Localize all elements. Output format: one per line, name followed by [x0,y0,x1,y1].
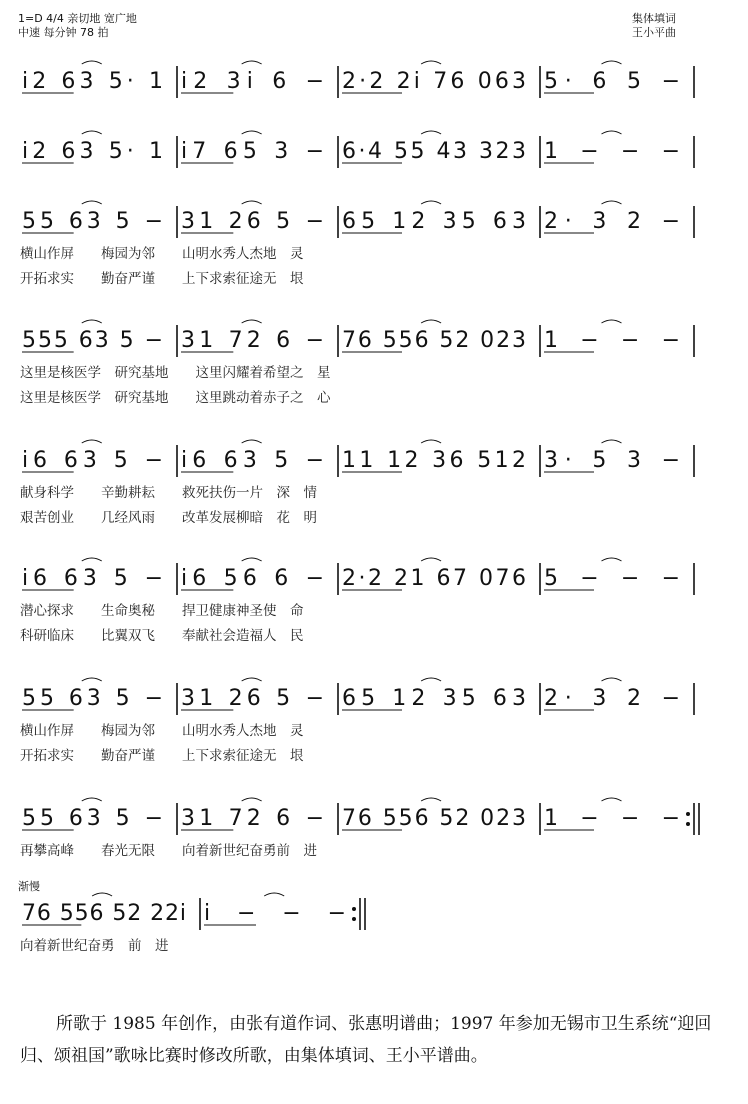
measure-notes: 6·4 55 43 323 [342,139,526,164]
measure-notes: 55 63 5 − [22,686,163,711]
measure-notes: 55 63 5 − [22,806,163,831]
measure-notes: 31 26 5 − [181,209,324,234]
measure-notes: i6 63 5 − [181,448,324,473]
slur-mark [264,893,284,896]
slur-mark [421,558,441,561]
ritardando-marking: 渐慢 [18,880,40,893]
measure-notes: 2· 3 2 − [544,209,680,234]
measure-notes: 76 556 52 023 [342,806,526,831]
tempo-marking: 中速 每分钟 78 拍 [18,26,109,39]
slur-mark [242,201,262,204]
slur-mark [602,798,622,801]
lyric-line: 这里是核医学 研究基地 这里闪耀着希望之 星 [20,365,331,381]
lyric-line: 开拓求实 勤奋严谨 上下求索征途无 垠 [20,271,304,287]
score-row [20,798,699,859]
lyric-line: 献身科学 辛勤耕耘 救死扶伤一片 深 情 [20,485,317,501]
lyric-line: 横山作屏 梅园为邻 山明水秀人杰地 灵 [20,246,304,262]
key-signature: 1=D 4/4 亲切地 宽广地 [18,12,137,25]
measure-notes: 31 72 6 − [181,328,324,353]
slur-mark [242,678,262,681]
measure-notes: i2 63 5· 1 [22,139,163,164]
lyric-line: 科研临床 比翼双飞 奉献社会造福人 民 [20,628,304,644]
slur-mark [92,893,112,896]
measure-notes: i7 65 3 − [181,139,324,164]
measure-notes: 55 63 5 − [22,209,163,234]
slur-mark [421,678,441,681]
measure-notes: 76 556 52 22i [22,901,186,926]
slur-mark [421,201,441,204]
lyric-line: 艰苦创业 几经风雨 改革发展柳暗 花 明 [20,510,317,526]
score-row [22,61,694,98]
lyric-line: 再攀高峰 春光无限 向着新世纪奋勇前 进 [20,843,317,859]
slur-mark [82,558,102,561]
slur-mark [602,320,622,323]
composition-note: 所歌于 1985 年创作，由张有道作词、张惠明谱曲；1997 年参加无锡市卫生系统“迎回归、颂祖国”歌咏比赛时修改所歌，由集体填词、王小平谱曲。 [20,1014,712,1066]
measure-notes: i2 63 5· 1 [22,69,163,94]
measure-notes: 5 − − − [544,566,680,591]
lyric-line: 这里是核医学 研究基地 这里跳动着赤子之 心 [20,390,331,406]
score-row [20,440,694,526]
measure-notes: 555 63 5 − [22,328,163,353]
measure-notes: i6 63 5 − [22,566,163,591]
slur-mark [602,558,622,561]
score-row [20,558,694,644]
lyricist-credit: 集体填词 [632,12,676,25]
slur-mark [242,320,262,323]
measure-notes: 5· 6 5 − [544,69,680,94]
composer-credit: 王小平曲 [632,26,676,39]
score-row [22,131,694,168]
slur-mark [242,61,262,64]
lyric-line: 开拓求实 勤奋严谨 上下求索征途无 垠 [20,748,304,764]
measure-notes: 65 12 35 63 [342,209,526,234]
measure-notes: 31 72 6 − [181,806,324,831]
slur-mark [242,131,262,134]
lyric-line: 潜心探求 生命奥秘 捍卫健康神圣使 命 [20,603,304,619]
slur-mark [242,440,262,443]
measure-notes: 3· 5 3 − [544,448,680,473]
slur-mark [421,440,441,443]
slur-mark [602,131,622,134]
slur-mark [421,320,441,323]
slur-mark [82,798,102,801]
slur-mark [242,558,262,561]
slur-mark [602,678,622,681]
slur-mark [82,440,102,443]
slur-mark [82,678,102,681]
measure-notes: 1 − − − [544,806,680,831]
measure-notes: 2·2 2i 76 063 [342,69,526,94]
measure-notes: 1 − − − [544,139,680,164]
measure-notes: 1 − − − [544,328,680,353]
slur-mark [602,201,622,204]
measure-notes: 31 26 5 − [181,686,324,711]
repeat-dot [352,907,356,911]
slur-mark [421,131,441,134]
lyric-line: 横山作屏 梅园为邻 山明水秀人杰地 灵 [20,723,304,739]
measure-notes: 76 556 52 023 [342,328,526,353]
measure-notes: 2·2 21 67 076 [342,566,526,591]
slur-mark [421,798,441,801]
slur-mark [242,798,262,801]
measure-notes: i6 56 6 − [181,566,324,591]
repeat-dot [686,812,690,816]
lyric-line: 向着新世纪奋勇 前 进 [20,938,169,954]
measure-notes: i6 63 5 − [22,448,163,473]
slur-mark [421,61,441,64]
repeat-dot [352,917,356,921]
measure-notes: 11 12 36 512 [342,448,526,473]
slur-mark [82,201,102,204]
score-row [20,678,694,764]
slur-mark [82,320,102,323]
slur-mark [602,440,622,443]
measure-notes: 65 12 35 63 [342,686,526,711]
measure-notes: i2 3i 6 − [181,69,324,94]
score-row [20,201,694,287]
score-row [20,320,694,406]
slur-mark [602,61,622,64]
measure-notes: 2· 3 2 − [544,686,680,711]
repeat-dot [686,822,690,826]
slur-mark [82,61,102,64]
measure-notes: i − − − [204,901,346,926]
score-row [18,879,365,954]
slur-mark [82,131,102,134]
